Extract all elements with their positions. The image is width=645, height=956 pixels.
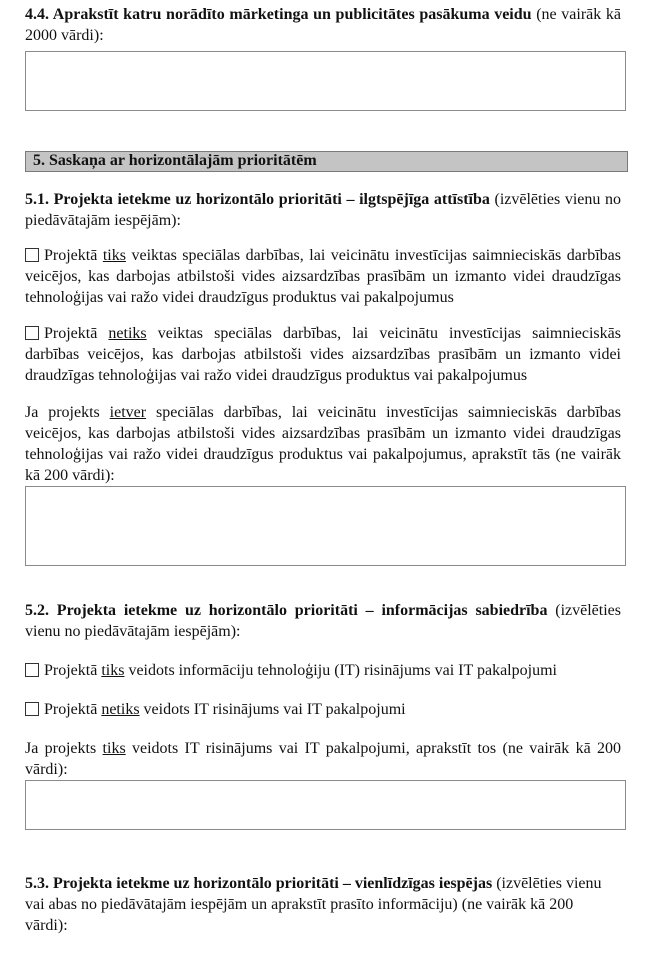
- describe-5-1: [25, 402, 621, 486]
- question-5-1: [25, 189, 621, 231]
- describe-5-2: [25, 738, 621, 780]
- question-heading: 5.1. Projekta ietekme uz horizontālo prioritāti – ilgtspējīga attīstība: [25, 191, 490, 208]
- option-keyword: tiks: [102, 247, 126, 264]
- section-5-header: 5. Saskaņa ar horizontālajām prioritātēm: [25, 151, 628, 172]
- option-text: veiktas speciālas darbības, lai veicinātu investīcijas saimnieciskās darbības veicējos, kas darbojas atbilstoši vides aizsardzības prasībām un izmanto videi draudzīgas tehnoloģijas vai ražo videi draudzīgus produktus vai pakalpojumus: [25, 247, 621, 306]
- option-text: veidots informāciju tehnoloģiju (IT) risinājums vai IT pakalpojumi: [124, 662, 557, 679]
- option-5-1-tiks: [25, 245, 621, 308]
- question-note: (izvēlēties vienu no piedāvātajām iespējām):: [25, 602, 621, 640]
- answer-field-5-2[interactable]: [25, 780, 626, 830]
- describe-text: speciālas darbības, lai veicinātu investīcijas saimnieciskās darbības veicējos, kas darbojas atbilstoši vides aizsardzības prasībām un izmanto videi draudzīgas tehnoloģijas vai ražo videi draudzīgus produktus vai pakalpojumus, aprakstīt tās (ne vairāk kā 200 vārdi):: [25, 404, 622, 484]
- option-keyword: tiks: [101, 662, 125, 679]
- option-text: Projektā: [44, 662, 102, 679]
- question-heading: 4.4. Aprakstīt katru norādīto mārketinga un publicitātes pasākuma veidu: [25, 6, 532, 23]
- checkbox-5-1-netiks[interactable]: [25, 326, 39, 340]
- answer-field-5-1[interactable]: [25, 486, 626, 566]
- describe-text: Ja projekts: [25, 740, 103, 757]
- option-text: veidots IT risinājums vai IT pakalpojumi: [139, 701, 406, 718]
- option-text: Projektā: [44, 325, 109, 342]
- checkbox-5-2-netiks[interactable]: [25, 702, 39, 716]
- checkbox-5-2-tiks[interactable]: [25, 663, 39, 677]
- option-keyword: netiks: [108, 325, 147, 342]
- option-text: veiktas speciālas darbības, lai veicinātu investīcijas saimnieciskās darbības veicējos, kas darbojas atbilstoši vides aizsardzības prasībām un izmanto videi draudzīgas tehnoloģijas vai ražo videi draudzīgus produktus vai pakalpojumus: [25, 325, 621, 384]
- question-heading: 5.2. Projekta ietekme uz horizontālo prioritāti – informācijas sabiedrība: [25, 602, 548, 619]
- question-note: (ne vairāk kā 2000 vārdi):: [25, 6, 622, 44]
- describe-keyword: tiks: [102, 740, 126, 757]
- question-heading: 5.3. Projekta ietekme uz horizontālo prioritāti – vienlīdzīgas iespējas: [25, 875, 493, 892]
- option-5-2-netiks: [25, 699, 621, 720]
- question-4-4: [25, 4, 621, 46]
- option-5-2-tiks: [25, 660, 621, 681]
- option-text: Projektā: [44, 247, 103, 264]
- question-5-3: [25, 873, 605, 936]
- option-text: Projektā: [44, 701, 102, 718]
- question-note: (izvēlēties vienu no piedāvātajām iespējām):: [25, 191, 622, 229]
- describe-text: Ja projekts: [25, 404, 110, 421]
- question-note: (izvēlēties vienu vai abas no piedāvātajām iespējām un aprakstīt prasīto informāciju) (ne vairāk kā 200 vārdi):: [25, 875, 602, 934]
- describe-text: veidots IT risinājums vai IT pakalpojumi, aprakstīt tos (ne vairāk kā 200 vārdi):: [25, 740, 622, 778]
- answer-field-4-4[interactable]: [25, 51, 626, 111]
- option-keyword: netiks: [101, 701, 140, 718]
- describe-keyword: ietver: [109, 404, 147, 421]
- option-5-1-netiks: [25, 323, 621, 386]
- checkbox-5-1-tiks[interactable]: [25, 248, 39, 262]
- question-5-2: [25, 600, 621, 642]
